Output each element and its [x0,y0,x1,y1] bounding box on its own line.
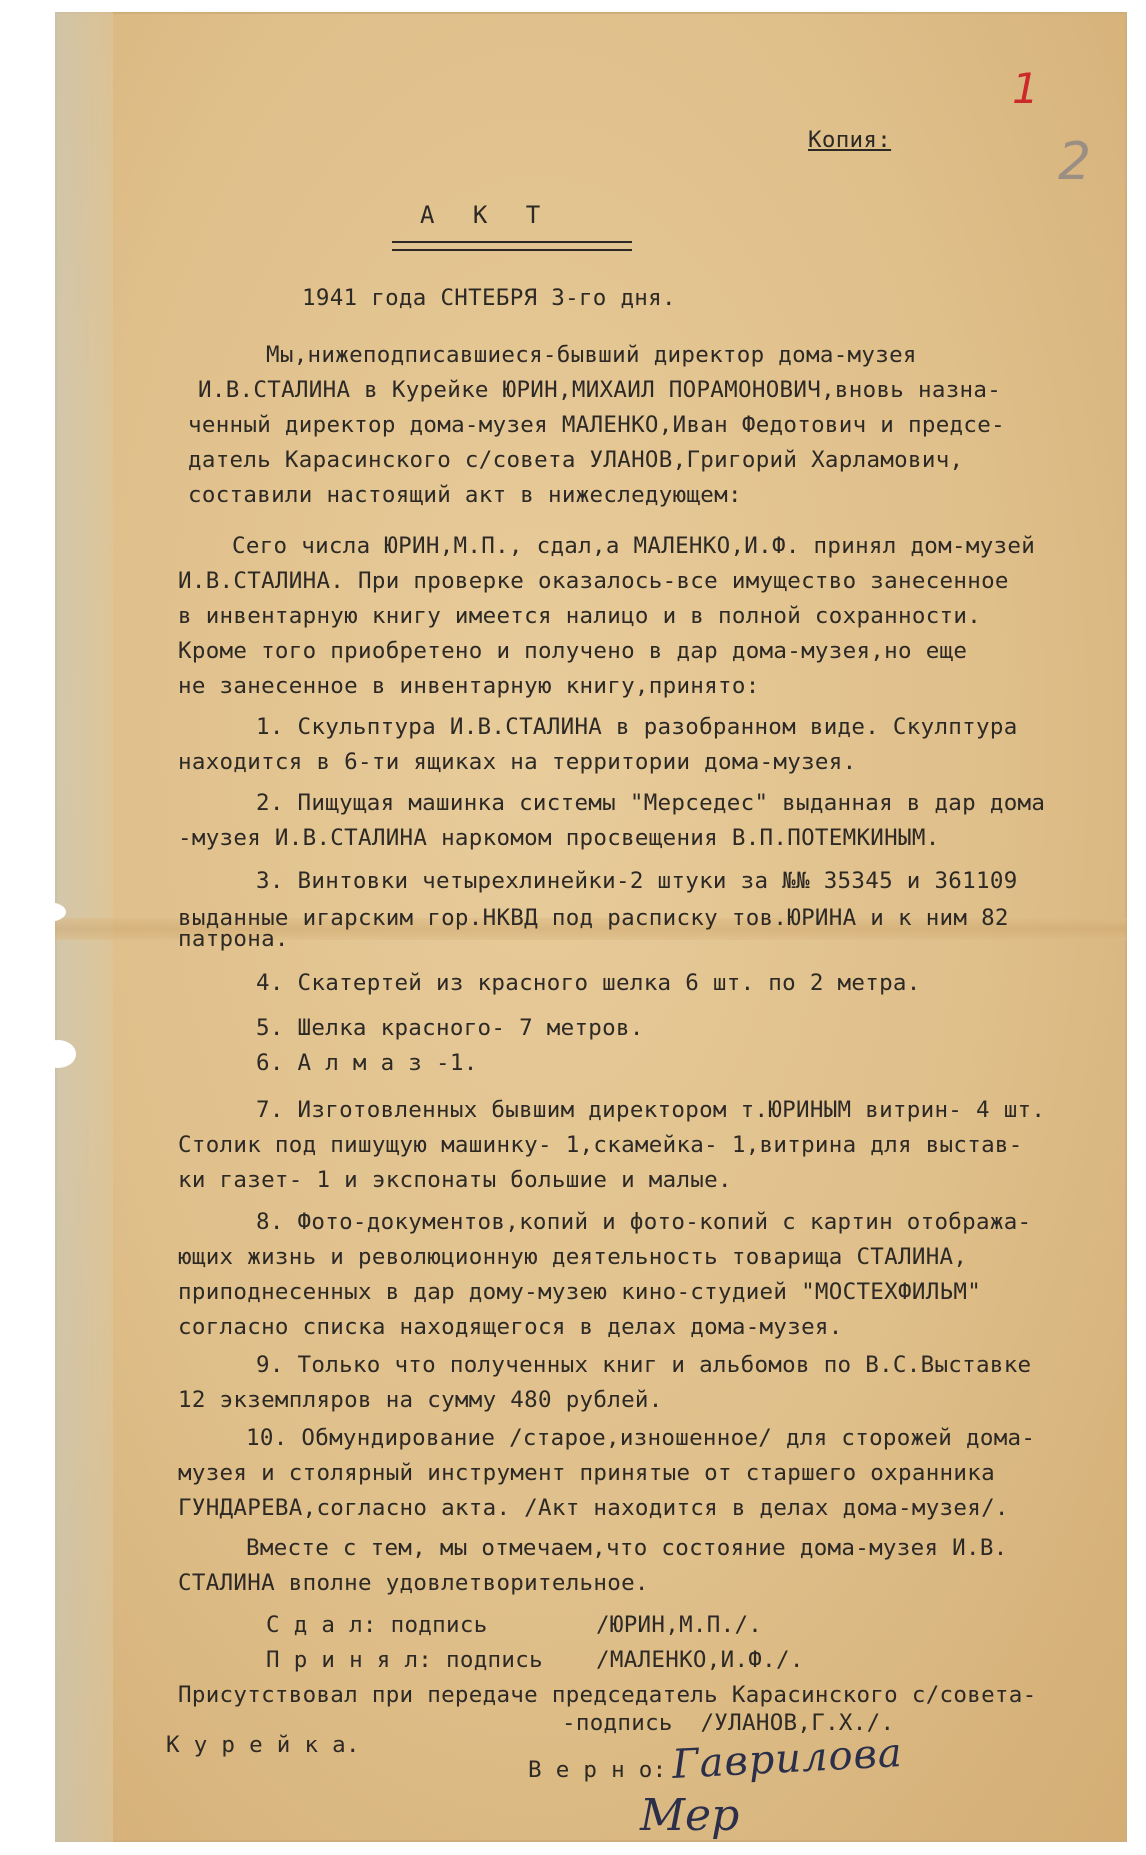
list-item-line: 3. Винтовки четырехлинейки-2 штуки за №№ 35345 и 361109 [256,868,1018,894]
list-item-line: патрона. [178,926,289,952]
conclusion-line: Вместе с тем, мы отмечаем,что состояние дома-музея И.В. [246,1535,1008,1561]
present-line: Присутствовал при передаче председатель Карасинского с/совета- [178,1682,1037,1708]
place-name: К у р е й к а. [166,1732,360,1758]
conclusion-line: СТАЛИНА вполне удовлетворительное. [178,1570,649,1596]
present-sign: -подпись /УЛАНОВ,Г.Х./. [562,1710,895,1736]
handwritten-signature: Гаврилова [670,1729,904,1789]
list-item-line: 7. Изготовленных бывшим директором т.ЮРИНЫМ витрин- 4 шт. [256,1097,1046,1123]
title-underline [392,241,632,251]
list-item-line: 10. Обмундирование /старое,изношенное/ для сторожей дома- [246,1425,1036,1451]
paper-tear [40,1040,76,1068]
date-line: 1941 года СНТЕБРЯ 3-го дня. [302,285,676,311]
accepted-label: П р и н я л: подпись [266,1647,543,1673]
body-line: не занесенное в инвентарную книгу,принято: [178,673,760,699]
intro-line: составили настоящий акт в нижеследующем: [188,482,742,508]
list-item-line: выданные игарским гор.НКВД под распиcку тов.ЮРИНА и к ним 82 [178,905,1009,931]
pencil-page-number: 2 [1058,132,1092,192]
accepted-name: /МАЛЕНКО,И.Ф./. [596,1647,804,1673]
list-item-line: ющих жизнь и революционную деятельность товарища СТАЛИНА, [178,1244,968,1270]
body-line: Сего числа ЮРИН,М.П., сдал,а МАЛЕНКО,И.Ф. принял дом-музей [232,533,1036,559]
list-item-line: 8. Фото-документов,копий и фото-копий с картин отобража- [256,1209,1032,1235]
handed-label: С д а л: подпись [266,1612,488,1638]
list-item-line: -музея И.В.СТАЛИНА наркомом просвещения В.П.ПОТЕМКИНЫМ. [178,825,940,851]
list-item-line: приподнесенных в дар дому-музею кино-студией "МОСТЕХФИЛЬМ" [178,1279,982,1305]
list-item-line: 12 экземпляров на сумму 480 рублей. [178,1387,663,1413]
copy-mark: Копия: [808,127,892,153]
list-item-line: Столик под пишущую машинку- 1,скамейка- 1,витрина для выстав- [178,1132,1023,1158]
list-item-line: музея и столярный инструмент принятые от старшего охранника [178,1460,995,1486]
intro-line: Мы,нижеподписавшиеся-бывший директор дома-музея [266,342,917,368]
body-line: И.В.СТАЛИНА. При проверке оказалось-все имущество занесенное [178,568,1009,594]
paper-tear [28,902,66,922]
list-item-line: 1. Скульптура И.В.СТАЛИНА в разобранном виде. Скулптура [256,714,1018,740]
intro-line: ченный директор дома-музея МАЛЕНКО,Иван Федотович и предсе- [188,412,1005,438]
document-title: А К Т [420,201,553,229]
intro-line: датель Карасинского с/совета УЛАНОВ,Григорий Харламович, [188,447,964,473]
handed-name: /ЮРИН,М.П./. [596,1612,763,1638]
list-item-line: согласно списка находящегося в делах дома-музея. [178,1314,843,1340]
handwritten-initials: Мер [640,1790,740,1841]
list-item-line: 9. Только что полученных книг и альбомов по В.С.Выставке [256,1352,1032,1378]
list-item-line: находится в 6-ти ящиках на территории дома-музея. [178,749,857,775]
list-item-line: 6. А л м а з -1. [256,1050,478,1076]
intro-line: И.В.СТАЛИНА в Курейке ЮРИН,МИХАИЛ ПОРАМОНОВИЧ,вновь назна- [198,377,1002,403]
list-item-line: ки газет- 1 и экспонаты большие и малые. [178,1167,732,1193]
list-item-line: 5. Шелка красного- 7 метров. [256,1015,644,1041]
body-line: в инвентарную книгу имеется налицо и в полной сохранности. [178,603,982,629]
list-item-line: 4. Скатертей из красного шелка 6 шт. по 2 метра. [256,970,921,996]
verified-label: В е р н о: [528,1757,667,1783]
body-line: Кроме того приобретено и получено в дар дома-музея,но еще [178,638,968,664]
list-item-line: 2. Пищущая машинка системы "Мерседес" выданная в дар дома [256,790,1046,816]
archive-page-number: 1 [1012,64,1039,113]
list-item-line: ГУНДАРЕВА,согласно акта. /Акт находится в делах дома-музея/. [178,1495,1009,1521]
